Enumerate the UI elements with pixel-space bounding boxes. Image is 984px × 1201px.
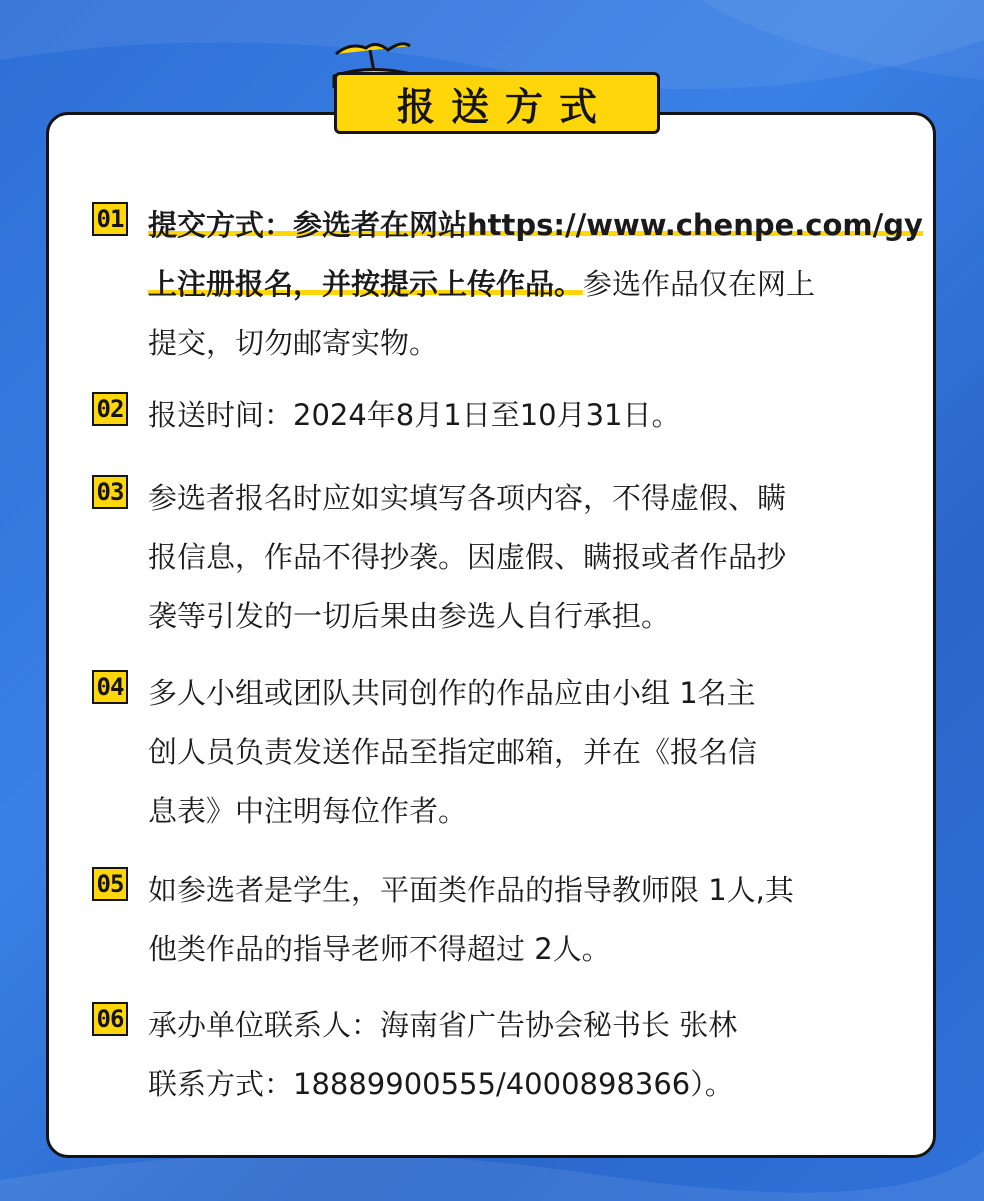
- item-line: 报信息，作品不得抄袭。因虚假、瞒报或者作品抄: [148, 540, 787, 574]
- title-box: [334, 72, 660, 134]
- highlight-text: 上注册报名，并按提示上传作品。: [148, 267, 584, 301]
- item-text: [148, 469, 888, 646]
- item-number: 03: [92, 475, 128, 509]
- title-banner: [330, 36, 664, 140]
- item-line: 参选者报名时应如实填写各项内容，不得虚假、瞒: [148, 481, 787, 515]
- item-line: 袭等引发的一切后果由参选人自行承担。: [148, 599, 671, 633]
- item-number: 02: [92, 392, 128, 426]
- item-text: [148, 996, 888, 1114]
- item-text: [148, 664, 888, 841]
- item-line: 参选作品仅在网上: [583, 267, 816, 301]
- item-line: 承办单位联系人：海南省广告协会秘书长 张林: [148, 1008, 738, 1042]
- item-number: 05: [92, 867, 128, 901]
- item-line: 创人员负责发送作品至指定邮箱，并在《报名信: [148, 735, 758, 769]
- item-number: 04: [92, 670, 128, 704]
- item-line: 提交，切勿邮寄实物。: [148, 326, 439, 360]
- item-line: 联系方式：18889900555/4000898366）。: [148, 1067, 734, 1101]
- item-line: 报送时间：2024年8月1日至10月31日。: [148, 398, 681, 432]
- item-number: 06: [92, 1002, 128, 1036]
- highlight-text: 提交方式：参选者在网站https://www.chenpe.com/gy: [148, 208, 923, 242]
- item-line: 息表》中注明每位作者。: [148, 794, 468, 828]
- page-title: 报送方式: [396, 84, 613, 129]
- item-number: 01: [92, 202, 128, 236]
- item-text: [148, 386, 888, 445]
- item-line: 如参选者是学生，平面类作品的指导教师限 1人,其: [148, 873, 794, 907]
- item-text: [148, 196, 923, 373]
- item-text: [148, 861, 888, 979]
- item-line: 他类作品的指导老师不得超过 2人。: [148, 932, 611, 966]
- item-line: 多人小组或团队共同创作的作品应由小组 1名主: [148, 676, 756, 710]
